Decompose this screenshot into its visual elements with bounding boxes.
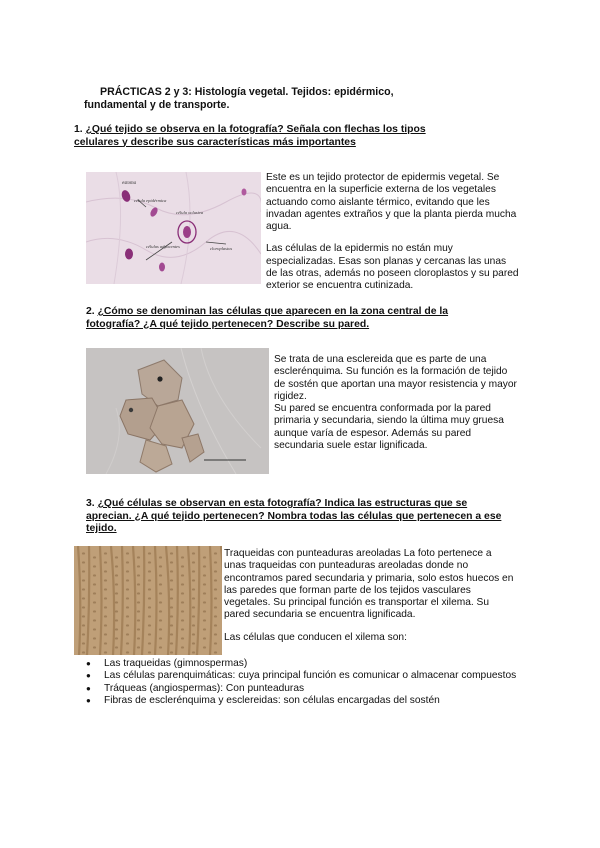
- list-item: ● Las traqueidas (gimnospermas): [86, 658, 526, 670]
- answer-1-paragraph-2: Las células de la epidermis no están muy especializadas. Esas son planas y cercanas las unas de las otras, además no poseen cloroplastos y su pared exterior se encuentra cutinizada.: [266, 243, 519, 292]
- tracheid-micrograph-svg: [74, 546, 222, 655]
- answer-3-paragraph-2: Las células que conducen el xilema son:: [224, 631, 407, 643]
- answer-2-paragraph-2: Su pared se encuentra conformada por la pared primaria y secundaria, siendo la última muy gruesa aunque varía de espesor. Además su pared secundaria suele estar lignificada.: [274, 403, 504, 452]
- label-estoma: estoma: [122, 181, 137, 186]
- question-1-number: 1.: [74, 124, 83, 135]
- document-title: [84, 86, 464, 112]
- answer-1-paragraph-1: Este es un tejido protector de epidermis vegetal. Se encuentra en la superficie externa de los vegetales actuando como aislante térmico, evitando que les invadan agentes extraños y que la planta pierda mucha agua.: [266, 172, 517, 233]
- question-3-number: 3.: [86, 498, 95, 509]
- answer-3: [224, 548, 516, 644]
- sclereid-micrograph-svg: [86, 348, 269, 474]
- label-celulas-adyacentes: células adyacentes: [146, 244, 180, 249]
- label-celula-oclusiva: célula oclusiva: [176, 210, 204, 215]
- title-line-2: fundamental y de transporte.: [84, 99, 230, 111]
- question-2-number: 2.: [86, 306, 95, 317]
- list-item: ● Las células parenquimáticas: cuya principal función es comunicar o almacenar compuestos: [86, 670, 526, 682]
- epidermis-micrograph: [86, 172, 261, 284]
- answer-3-paragraph-1: Traqueidas con punteaduras areoladas La foto pertenece a unas traqueidas con punteaduras areoladas donde no encontramos pared secundaria y primaria, solo estos huecos en las paredes que forman parte de los tejidos vasculares vegetales. Su principal función es transportar el xilema. Su pared secundaria se encuentra lignificada.: [224, 548, 514, 621]
- sclereid-micrograph: [86, 348, 269, 474]
- answer-2: [274, 354, 518, 462]
- question-3-text: ¿Qué células se observan en esta fotografía? Indica las estructuras que se aprecian. ¿A qué tejido pertenecen? Nombra todas las células que pertenecen a ese tejido.: [86, 498, 502, 534]
- answer-1: [266, 172, 520, 303]
- question-1: [74, 124, 434, 149]
- list-item: ● Tráqueas (angiospermas): Con punteaduras: [86, 683, 526, 695]
- title-line-1: PRÁCTICAS 2 y 3: Histología vegetal. Tejidos: epidérmico,: [100, 86, 394, 98]
- label-celula-epidermica: célula epidérmica: [134, 198, 167, 203]
- question-3: [86, 498, 506, 536]
- label-cloroplastos: cloroplastos: [210, 246, 233, 251]
- xylem-cells-list: [86, 658, 526, 707]
- epidermis-micrograph-svg: [86, 172, 261, 284]
- question-2: [86, 306, 486, 331]
- question-2-text: ¿Cómo se denominan las células que aparecen en la zona central de la fotografía? ¿A qué tejido pertenecen? Describe su pared.: [86, 306, 449, 330]
- list-item: ● Fibras de esclerénquima y esclereidas: son células encargadas del sostén: [86, 695, 526, 707]
- tracheid-micrograph: [74, 546, 222, 655]
- answer-2-paragraph-1: Se trata de una esclereida que es parte de una esclerénquima. Su función es la formación de tejido de sostén que aportan una mayor resistencia y mayor rigidez.: [274, 354, 517, 402]
- question-1-text: ¿Qué tejido se observa en la fotografía? Señala con flechas los tipos celulares y describe sus características más importantes: [74, 124, 426, 148]
